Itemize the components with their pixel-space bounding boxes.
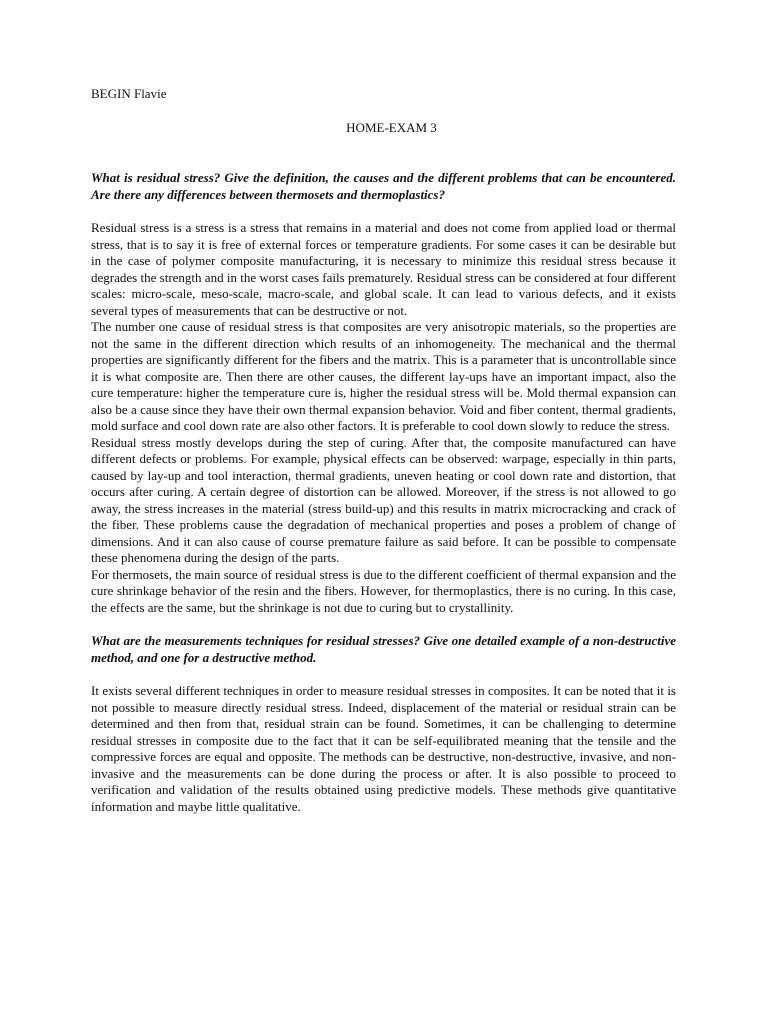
answer-1-paragraph-1: Residual stress is a stress is a stress that remains in a material and does not come from applied load or thermal stress, that is to say it is free of external forces or temperature gradients. For some cases it can be desirable but in the case of polymer composite manufacturing, it is necessary to minimize this residual stress because it degrades the strength and in the worst cases fails prematurely. Residual stress can be considered at four different scales: micro-scale, meso-scale, macro-scale, and global scale. It can lead to various defects, and it exists several types of measurements that can be destructive or not. <box>91 220 676 318</box>
answer-2-paragraph-1: It exists several different techniques in order to measure residual stresses in composites. It can be noted that it is not possible to measure directly residual stress. Indeed, displacement of the material or residual strain can be determined and then from that, residual strain can be found. Sometimes, it can be challenging to determine residual stresses in composite due to the fact that it can be self-equilibrated meaning that the tensile and the compressive forces are equal and opposite. The methods can be destructive, non-destructive, invasive, and non-invasive and the measurements can be done during the process or after. It is also possible to proceed to verification and validation of the results obtained using predictive models. These methods give quantitative information and maybe little qualitative. <box>91 683 676 814</box>
answer-1-paragraph-3: Residual stress mostly develops during the step of curing. After that, the composite manufactured can have different defects or problems. For example, physical effects can be observed: warpage, especially in thin parts, caused by lay-up and tool interaction, thermal gradients, uneven heating or cool down rate and distortion, that occurs after curing. A certain degree of distortion can be allowed. Moreover, if the stress is not allowed to go away, the stress increases in the material (stress build-up) and this results in matrix microcracking and crack of the fiber. These problems cause the degradation of mechanical properties and poses a problem of change of dimensions. And it can also cause of course premature failure as said before. It can be possible to compensate these phenomena during the design of the parts. <box>91 434 676 565</box>
author-name: BEGIN Flavie <box>91 86 167 101</box>
document-body <box>91 86 676 815</box>
answer-1 <box>91 220 676 616</box>
exam-title: HOME-EXAM 3 <box>346 119 437 135</box>
answer-1-paragraph-4: For thermosets, the main source of residual stress is due to the different coefficient of thermal expansion and the cure shrinkage behavior of the resin and the fibers. However, for thermoplastics, there is no curing. In this case, the effects are the same, but the shrinkage is not due to curing but to crystallinity. <box>91 566 676 615</box>
question-1: What is residual stress? Give the definition, the causes and the different problems that can be encountered. Are there any differences between thermosets and thermoplastics? <box>91 170 676 202</box>
question-2: What are the measurements techniques for residual stresses? Give one detailed example of a non-destructive method, and one for a destructive method. <box>91 633 676 665</box>
answer-1-paragraph-2: The number one cause of residual stress is that composites are very anisotropic materials, so the properties are not the same in the different direction which results of an inhomogeneity. The mechanical and the thermal properties are significantly different for the fibers and the matrix. This is a parameter that is uncontrollable since it is what composite are. Then there are other causes, the different lay-ups have an important impact, also the cure temperature: higher the temperature cure is, higher the residual stress will be. Mold thermal expansion can also be a cause since they have their own thermal expansion behavior. Void and fiber content, thermal gradients, mold surface and cool down rate are also other factors. It is preferable to cool down slowly to reduce the stress. <box>91 319 676 433</box>
answer-2 <box>91 683 676 815</box>
